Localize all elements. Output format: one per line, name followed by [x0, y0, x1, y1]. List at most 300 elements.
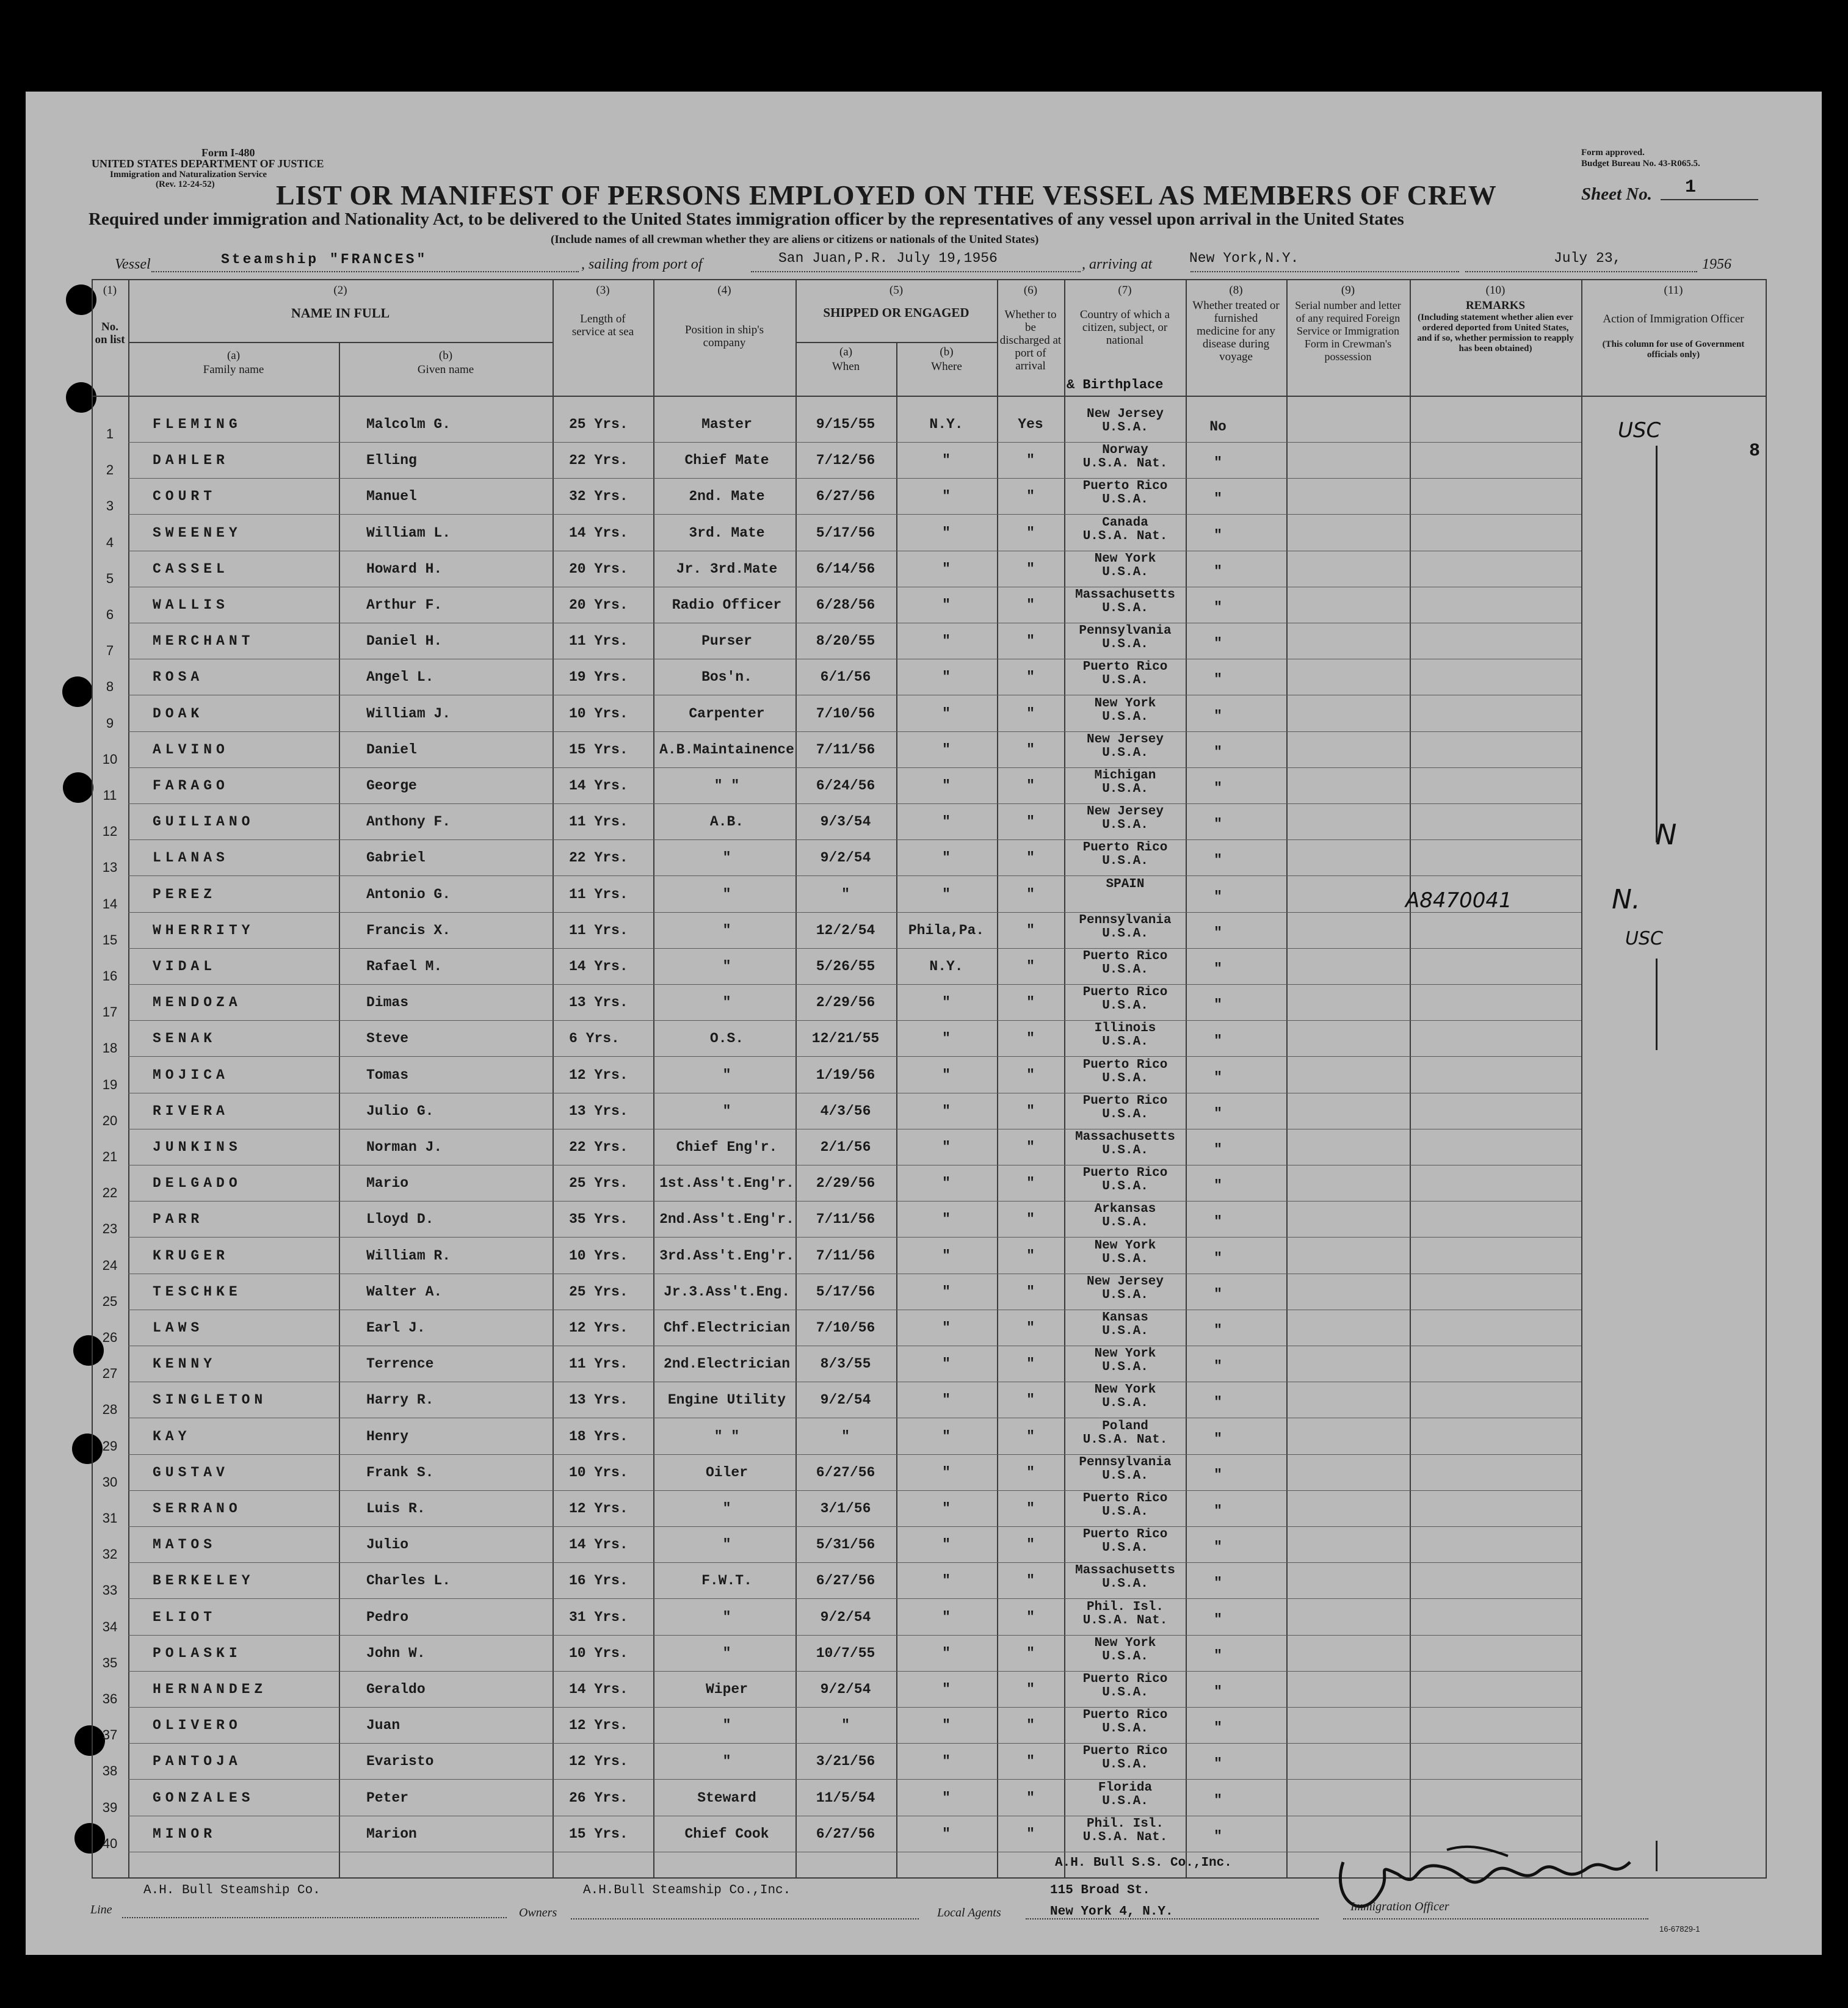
citizenship: U.S.A. [1102, 1722, 1148, 1736]
row-number: 2 [106, 462, 114, 478]
medicine-treated: " [1214, 1394, 1222, 1411]
length-of-service: 13 Yrs. [569, 995, 628, 1011]
shipped-when: 11/5/54 [816, 1789, 875, 1806]
family-name: OLIVERO [153, 1717, 242, 1734]
shipped-where: " [942, 1681, 951, 1697]
shipped-when: 7/12/56 [816, 452, 875, 469]
discharged-at-arrival: " [1026, 1428, 1035, 1444]
length-of-service: 14 Yrs. [569, 778, 628, 794]
citizenship: U.S.A. [1102, 1649, 1148, 1664]
given-name: Henry [366, 1428, 409, 1444]
medicine-treated: " [1214, 888, 1222, 905]
birthplace: Puerto Rico [1082, 949, 1168, 963]
length-of-service: 11 Yrs. [569, 1356, 628, 1372]
row-number: 19 [102, 1076, 118, 1092]
family-name: MATOS [153, 1537, 217, 1553]
citizenship: U.S.A. [1102, 1288, 1148, 1302]
birthplace: Puerto Rico [1082, 985, 1168, 1000]
col-2b-header: Given name [417, 363, 474, 376]
length-of-service: 22 Yrs. [569, 850, 628, 866]
family-name: HERNANDEZ [153, 1681, 267, 1697]
discharged-at-arrival: " [1026, 922, 1035, 938]
medicine-treated: " [1214, 1792, 1222, 1808]
given-name: Walter A. [366, 1283, 443, 1300]
col-7-header: Country of which a citizen, subject, or national [1079, 308, 1170, 347]
citizenship: U.S.A. [1102, 1107, 1148, 1122]
row-number: 37 [102, 1727, 118, 1743]
discharged-at-arrival: " [1026, 959, 1035, 974]
family-name: PARR [153, 1211, 204, 1228]
shipped-where: " [942, 1211, 951, 1228]
department: UNITED STATES DEPARTMENT OF JUSTICE [92, 158, 324, 170]
position: Steward [697, 1789, 756, 1806]
row-divider [128, 478, 1581, 479]
row-divider [128, 1454, 1581, 1455]
medicine-treated: " [1214, 1575, 1222, 1592]
shipped-when: 6/1/56 [820, 669, 871, 686]
family-name: FLEMING [153, 416, 242, 432]
position: Wiper [705, 1681, 748, 1697]
shipped-when: 9/2/54 [820, 1681, 871, 1697]
medicine-treated: " [1214, 997, 1222, 1013]
birthplace: Pennsylvania [1079, 1455, 1172, 1470]
discharged-at-arrival: " [1026, 1211, 1035, 1228]
position: Chief Mate [684, 452, 769, 469]
handwritten-mark-13: N [1656, 818, 1677, 851]
shipped-when: 3/21/56 [816, 1753, 875, 1770]
position: " [722, 1537, 731, 1553]
length-of-service: 18 Yrs. [569, 1428, 628, 1444]
row-divider [128, 731, 1581, 732]
discharged-at-arrival: " [1026, 1573, 1035, 1589]
shipped-where: " [942, 814, 951, 830]
position: " [722, 1753, 731, 1770]
position: Chf.Electrician [663, 1320, 791, 1336]
shipped-when: 12/2/54 [816, 922, 875, 938]
shipped-where: " [942, 524, 951, 541]
shipped-where: " [942, 1175, 951, 1192]
agents-label: Local Agents [937, 1906, 1001, 1919]
row-number: 40 [102, 1835, 118, 1851]
medicine-treated: " [1214, 1720, 1222, 1736]
shipped-where: " [942, 1247, 951, 1264]
row-divider [128, 912, 1581, 913]
length-of-service: 12 Yrs. [569, 1717, 628, 1734]
length-of-service: 10 Yrs. [569, 1464, 628, 1481]
position: Purser [701, 633, 752, 650]
shipped-where: " [942, 1573, 951, 1589]
family-name: CASSEL [153, 560, 229, 577]
shipped-where: " [942, 1825, 951, 1842]
length-of-service: 25 Yrs. [569, 1283, 628, 1300]
medicine-treated: " [1214, 491, 1222, 507]
shipped-when: 6/28/56 [816, 597, 875, 613]
row-number: 17 [102, 1004, 118, 1020]
row-divider [128, 1237, 1581, 1238]
page-title: LIST OR MANIFEST OF PERSONS EMPLOYED ON THE VESSEL AS MEMBERS OF CREW [276, 179, 1497, 211]
position: Oiler [705, 1464, 748, 1481]
family-name: LAWS [153, 1320, 204, 1336]
birthplace: Illinois [1094, 1021, 1156, 1036]
citizenship: U.S.A. Nat. [1082, 457, 1168, 471]
length-of-service: 11 Yrs. [569, 814, 628, 830]
length-of-service: 11 Yrs. [569, 886, 628, 902]
row-number: 8 [106, 679, 114, 695]
row-number: 30 [102, 1474, 118, 1490]
col-7-birthplace-note: & Birthplace [1067, 377, 1164, 393]
col-2b-number: (b) [438, 349, 453, 362]
citizenship: U.S.A. [1102, 1180, 1148, 1194]
row-number: 20 [102, 1112, 118, 1128]
given-name: Gabriel [366, 850, 426, 866]
birthplace: Poland [1102, 1419, 1148, 1434]
medicine-treated: " [1214, 1322, 1222, 1338]
length-of-service: 15 Yrs. [569, 741, 628, 758]
col-10-note: (Including statement whether alien ever ordered deported from United States, and if so, whether permission to reapply has been obtained) [1417, 313, 1574, 353]
col-11-header: Action of Immigration Officer [1603, 313, 1744, 325]
family-name: GUILIANO [153, 814, 255, 830]
position: F.W.T. [701, 1573, 752, 1589]
col-5-header: SHIPPED OR ENGAGED [823, 305, 969, 320]
discharged-at-arrival: " [1026, 778, 1035, 794]
col-5-number: (5) [889, 284, 904, 297]
birthplace: Kansas [1102, 1311, 1148, 1325]
discharged-at-arrival: " [1026, 488, 1035, 505]
shipped-when: 9/15/55 [816, 416, 875, 432]
required-statement: Required under immigration and Nationality Act, to be delivered to the United States immigration officer by the representatives of any vessel upon arrival in the United States [89, 209, 1404, 229]
shipped-when: 6/24/56 [816, 778, 875, 794]
citizenship: U.S.A. [1102, 745, 1148, 760]
position: Bos'n. [701, 669, 752, 686]
position: " " [714, 778, 740, 794]
vessel-label: Vessel [115, 256, 151, 272]
birthplace: New Jersey [1086, 732, 1164, 747]
medicine-treated: " [1214, 744, 1222, 760]
col-6-header: Whether to be discharged at port of arrival [999, 308, 1062, 372]
medicine-treated: " [1214, 1539, 1222, 1556]
row-number: 26 [102, 1330, 118, 1345]
shipped-where: " [942, 1501, 951, 1517]
row-divider [128, 1707, 1581, 1708]
arriving-port: New York,N.Y. [1189, 250, 1299, 266]
family-name: DAHLER [153, 452, 229, 469]
row-divider [128, 875, 1581, 876]
position: " [722, 995, 731, 1011]
birthplace: Puerto Rico [1082, 1166, 1168, 1181]
row-number: 33 [102, 1582, 118, 1598]
medicine-treated: " [1214, 455, 1222, 471]
length-of-service: 12 Yrs. [569, 1501, 628, 1517]
birthplace: SPAIN [1106, 877, 1145, 891]
medicine-treated: " [1214, 672, 1222, 688]
citizenship: U.S.A. [1102, 1396, 1148, 1411]
medicine-treated: " [1214, 852, 1222, 869]
birthplace: Phil. Isl. [1086, 1816, 1164, 1831]
given-name: Pedro [366, 1609, 409, 1625]
given-name: Geraldo [366, 1681, 426, 1697]
row-divider [128, 1201, 1581, 1202]
family-name: SWEENEY [153, 524, 242, 541]
owners-label: Owners [519, 1906, 557, 1919]
birthplace: New York [1094, 1238, 1156, 1253]
length-of-service: 14 Yrs. [569, 1537, 628, 1553]
medicine-treated: " [1214, 1647, 1222, 1664]
citizenship: U.S.A. [1102, 963, 1148, 977]
birthplace: Norway [1102, 443, 1148, 458]
line-label: Line [90, 1903, 112, 1916]
row-divider [128, 1490, 1581, 1491]
length-of-service: 12 Yrs. [569, 1320, 628, 1336]
row-divider [128, 1526, 1581, 1527]
discharged-at-arrival: " [1026, 1537, 1035, 1553]
family-name: ROSA [153, 669, 204, 686]
row-number: 28 [102, 1402, 118, 1418]
row-number: 3 [106, 498, 114, 514]
discharged-at-arrival: " [1026, 597, 1035, 613]
shipped-when: 9/2/54 [820, 850, 871, 866]
family-name: FARAGO [153, 778, 229, 794]
row-number: 18 [102, 1040, 118, 1056]
given-name: Anthony F. [366, 814, 451, 830]
discharged-at-arrival: Yes [1018, 416, 1043, 432]
position: 2nd. Mate [689, 488, 765, 505]
position: 3rd. Mate [689, 524, 765, 541]
col-10-number: (10) [1485, 284, 1506, 297]
given-name: Luis R. [366, 1501, 426, 1517]
row-number: 21 [102, 1149, 118, 1164]
discharged-at-arrival: " [1026, 1283, 1035, 1300]
sheet-number: 1 [1685, 177, 1697, 198]
given-name: Angel L. [366, 669, 434, 686]
shipped-where: N.Y. [929, 416, 963, 432]
shipped-when: 10/7/55 [816, 1645, 875, 1661]
shipped-when: 2/1/56 [820, 1139, 871, 1155]
row-number: 29 [102, 1438, 118, 1454]
shipped-where: " [942, 1645, 951, 1661]
citizenship: U.S.A. [1102, 565, 1148, 579]
col-1-header: No. on list [95, 321, 125, 346]
shipped-when: 6/27/56 [816, 1573, 875, 1589]
discharged-at-arrival: " [1026, 1392, 1035, 1408]
col-9-header: Serial number and letter of any required Foreign Service or Immigration Form in Crewman's possession [1295, 299, 1401, 363]
given-name: Terrence [366, 1356, 434, 1372]
medicine-treated: " [1214, 780, 1222, 796]
medicine-treated: " [1214, 527, 1222, 543]
length-of-service: 31 Yrs. [569, 1609, 628, 1625]
given-name: Howard H. [366, 560, 443, 577]
citizenship: U.S.A. [1102, 1541, 1148, 1556]
shipped-where: " [942, 995, 951, 1011]
given-name: Charles L. [366, 1573, 451, 1589]
citizenship: U.S.A. Nat. [1082, 1613, 1168, 1628]
row-number: 15 [102, 932, 118, 948]
citizenship: U.S.A. [1102, 1035, 1148, 1049]
discharged-at-arrival: " [1026, 1717, 1035, 1734]
shipped-where: " [942, 560, 951, 577]
shipped-when: 6/27/56 [816, 1825, 875, 1842]
shipped-where: Phila,Pa. [908, 922, 985, 938]
birthplace: Puerto Rico [1082, 479, 1168, 494]
given-name: Lloyd D. [366, 1211, 434, 1228]
length-of-service: 10 Yrs. [569, 1247, 628, 1264]
discharged-at-arrival: " [1026, 850, 1035, 866]
row-number: 7 [106, 643, 114, 659]
row-number: 25 [102, 1293, 118, 1309]
birthplace: Michigan [1094, 769, 1156, 783]
form-approved: Form approved. [1581, 148, 1645, 158]
agents-value-1: A.H. Bull S.S. Co.,Inc. [1055, 1856, 1232, 1870]
family-name: ALVINO [153, 741, 229, 758]
shipped-when: 8/20/55 [816, 633, 875, 650]
birthplace: Puerto Rico [1082, 1744, 1168, 1759]
family-name: BERKELEY [153, 1573, 255, 1589]
col-11-note: (This column for use of Government officials only) [1602, 339, 1745, 360]
given-name: Peter [366, 1789, 409, 1806]
given-name: Norman J. [366, 1139, 443, 1155]
length-of-service: 20 Yrs. [569, 597, 628, 613]
length-of-service: 14 Yrs. [569, 524, 628, 541]
row-number: 35 [102, 1655, 118, 1670]
citizenship: U.S.A. [1102, 1505, 1148, 1519]
length-of-service: 16 Yrs. [569, 1573, 628, 1589]
citizenship: U.S.A. [1102, 854, 1148, 869]
position: Carpenter [689, 705, 765, 722]
length-of-service: 22 Yrs. [569, 1139, 628, 1155]
medicine-treated: " [1214, 1684, 1222, 1700]
row-number: 11 [103, 788, 117, 803]
birthplace: Puerto Rico [1082, 1672, 1168, 1686]
family-name: KRUGER [153, 1247, 229, 1264]
family-name: POLASKI [153, 1645, 242, 1661]
birthplace: Puerto Rico [1082, 1492, 1168, 1506]
shipped-where: " [942, 778, 951, 794]
row-number: 36 [102, 1691, 118, 1706]
discharged-at-arrival: " [1026, 1031, 1035, 1047]
row-divider [128, 803, 1581, 804]
position: Radio Officer [672, 597, 782, 613]
position: " [722, 1717, 731, 1734]
shipped-where: " [942, 1789, 951, 1806]
discharged-at-arrival: " [1026, 995, 1035, 1011]
medicine-treated: No [1209, 419, 1227, 435]
col-6-number: (6) [1023, 284, 1038, 297]
length-of-service: 6 Yrs. [569, 1031, 620, 1047]
position: Jr. 3rd.Mate [676, 560, 778, 577]
shipped-when: " [841, 1717, 850, 1734]
discharged-at-arrival: " [1026, 1464, 1035, 1481]
citizenship: U.S.A. [1102, 673, 1148, 688]
vessel-name: Steamship "FRANCES" [221, 252, 428, 267]
shipped-where: " [942, 1428, 951, 1444]
discharged-at-arrival: " [1026, 1103, 1035, 1119]
medicine-treated: " [1214, 1611, 1222, 1628]
length-of-service: 10 Yrs. [569, 1645, 628, 1661]
side-mark: 8 [1749, 441, 1761, 462]
position: O.S. [709, 1031, 744, 1047]
shipped-where: " [942, 1031, 951, 1047]
handwritten-usc-top: USC [1618, 418, 1661, 443]
family-name: KENNY [153, 1356, 217, 1372]
discharged-at-arrival: " [1026, 1175, 1035, 1192]
citizenship: U.S.A. Nat. [1082, 1432, 1168, 1447]
shipped-when: " [841, 1428, 850, 1444]
citizenship: U.S.A. [1102, 1577, 1148, 1592]
col-1-number: (1) [103, 284, 117, 297]
family-name: MINOR [153, 1825, 217, 1842]
row-number: 9 [106, 715, 114, 731]
family-name: GONZALES [153, 1789, 255, 1806]
shipped-when: 6/27/56 [816, 1464, 875, 1481]
family-name: DOAK [153, 705, 204, 722]
length-of-service: 32 Yrs. [569, 488, 628, 505]
row-divider [128, 514, 1581, 515]
length-of-service: 12 Yrs. [569, 1067, 628, 1083]
col-3-header: Length of service at sea [571, 313, 634, 338]
given-name: Harry R. [366, 1392, 434, 1408]
position: " [722, 1067, 731, 1083]
citizenship: U.S.A. [1102, 1360, 1148, 1375]
citizenship: U.S.A. [1102, 1794, 1148, 1808]
position: " [722, 959, 731, 974]
given-name: Tomas [366, 1067, 409, 1083]
row-number: 34 [102, 1618, 118, 1634]
citizenship: U.S.A. [1102, 421, 1148, 435]
shipped-where: " [942, 1717, 951, 1734]
shipped-when: 6/27/56 [816, 488, 875, 505]
given-name: Steve [366, 1031, 409, 1047]
col-7-number: (7) [1118, 284, 1132, 297]
shipped-when: 2/29/56 [816, 1175, 875, 1192]
shipped-when: 5/17/56 [816, 1283, 875, 1300]
birthplace: Phil. Isl. [1086, 1600, 1164, 1614]
length-of-service: 25 Yrs. [569, 416, 628, 432]
family-name: GUSTAV [153, 1464, 229, 1481]
length-of-service: 19 Yrs. [569, 669, 628, 686]
discharged-at-arrival: " [1026, 1067, 1035, 1083]
length-of-service: 14 Yrs. [569, 1681, 628, 1697]
family-name: LLANAS [153, 850, 229, 866]
citizenship: U.S.A. [1102, 601, 1148, 615]
line-value: A.H. Bull Steamship Co. [143, 1883, 321, 1897]
discharged-at-arrival: " [1026, 669, 1035, 686]
birthplace: New York [1094, 551, 1156, 566]
col-2-header: NAME IN FULL [291, 305, 390, 321]
col-8-number: (8) [1229, 284, 1243, 297]
shipped-where: " [942, 1067, 951, 1083]
shipped-where: " [942, 1320, 951, 1336]
position: A.B. [709, 814, 744, 830]
row-number: 6 [106, 607, 114, 622]
service: Immigration and Naturalization Service [110, 170, 267, 179]
shipped-when: 9/2/54 [820, 1392, 871, 1408]
medicine-treated: " [1214, 636, 1222, 652]
row-number: 12 [102, 824, 118, 839]
row-divider [128, 1779, 1581, 1780]
citizenship: U.S.A. [1102, 709, 1148, 724]
citizenship: U.S.A. [1102, 1071, 1148, 1086]
given-name: Manuel [366, 488, 417, 505]
length-of-service: 10 Yrs. [569, 705, 628, 722]
row-divider [128, 839, 1581, 840]
position: Engine Utility [667, 1392, 786, 1408]
row-divider [128, 1671, 1581, 1672]
citizenship: U.S.A. [1102, 1324, 1148, 1338]
form-number: Form I-480 [201, 147, 255, 159]
position: Chief Eng'r. [676, 1139, 778, 1155]
position: " [722, 1103, 731, 1119]
medicine-treated: " [1214, 1358, 1222, 1375]
given-name: Marion [366, 1825, 417, 1842]
